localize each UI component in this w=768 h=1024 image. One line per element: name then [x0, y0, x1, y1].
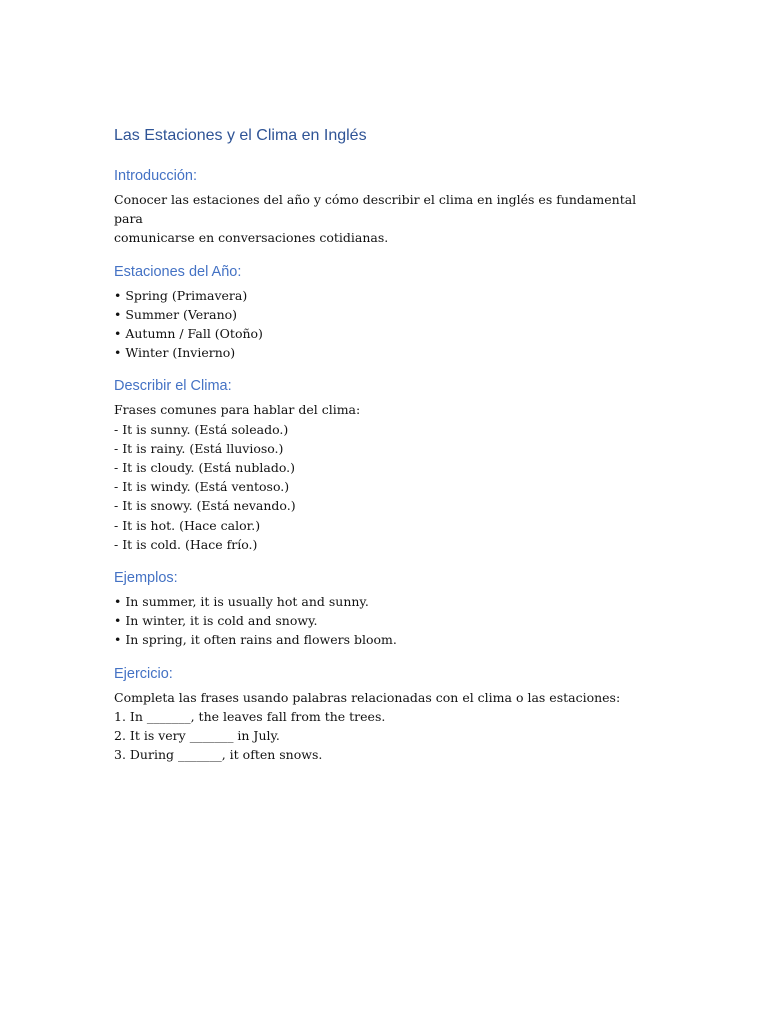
list-item: - It is cloudy. (Está nublado.) — [114, 460, 296, 476]
list-item: - It is windy. (Está ventoso.) — [114, 479, 290, 495]
section-ejemplos — [114, 568, 654, 650]
section-heading: Ejercicio: — [114, 665, 173, 682]
list-item: - It is cold. (Hace frío.) — [114, 536, 258, 552]
body-line: Conocer las estaciones del año y cómo describir el clima en inglés es fundamental para — [114, 192, 641, 227]
document-page — [114, 124, 654, 778]
list-item: • Spring (Primavera) — [114, 287, 248, 303]
section-ejercicio — [114, 664, 654, 765]
list-item: • Autumn / Fall (Otoño) — [114, 326, 263, 342]
list-item: - It is snowy. (Está nevando.) — [114, 498, 296, 514]
section-describir-clima — [114, 376, 654, 554]
exercise-item: 2. It is very _______ in July. — [114, 728, 280, 744]
body-line: Completa las frases usando palabras relacionadas con el clima o las estaciones: — [114, 689, 621, 705]
section-introduccion — [114, 166, 654, 248]
section-heading: Ejemplos: — [114, 570, 178, 587]
list-item: • In spring, it often rains and flowers bloom. — [114, 632, 397, 648]
list-item: • Winter (Invierno) — [114, 345, 236, 361]
list-item: - It is sunny. (Está soleado.) — [114, 421, 289, 437]
section-heading: Describir el Clima: — [114, 378, 232, 395]
body-line: Frases comunes para hablar del clima: — [114, 402, 361, 418]
list-item: - It is rainy. (Está lluvioso.) — [114, 440, 284, 456]
list-item: - It is hot. (Hace calor.) — [114, 517, 261, 533]
section-heading: Introducción: — [114, 168, 198, 184]
exercise-item: 1. In _______, the leaves fall from the trees. — [114, 708, 386, 724]
document-title: Las Estaciones y el Clima en Inglés — [114, 127, 367, 144]
list-item: • Summer (Verano) — [114, 306, 238, 322]
body-line: comunicarse en conversaciones cotidianas. — [114, 230, 389, 246]
exercise-item: 3. During _______, it often snows. — [114, 747, 323, 763]
section-estaciones — [114, 262, 654, 363]
section-heading: Estaciones del Año: — [114, 263, 242, 280]
list-item: • In summer, it is usually hot and sunny. — [114, 594, 369, 610]
list-item: • In winter, it is cold and snowy. — [114, 613, 318, 629]
